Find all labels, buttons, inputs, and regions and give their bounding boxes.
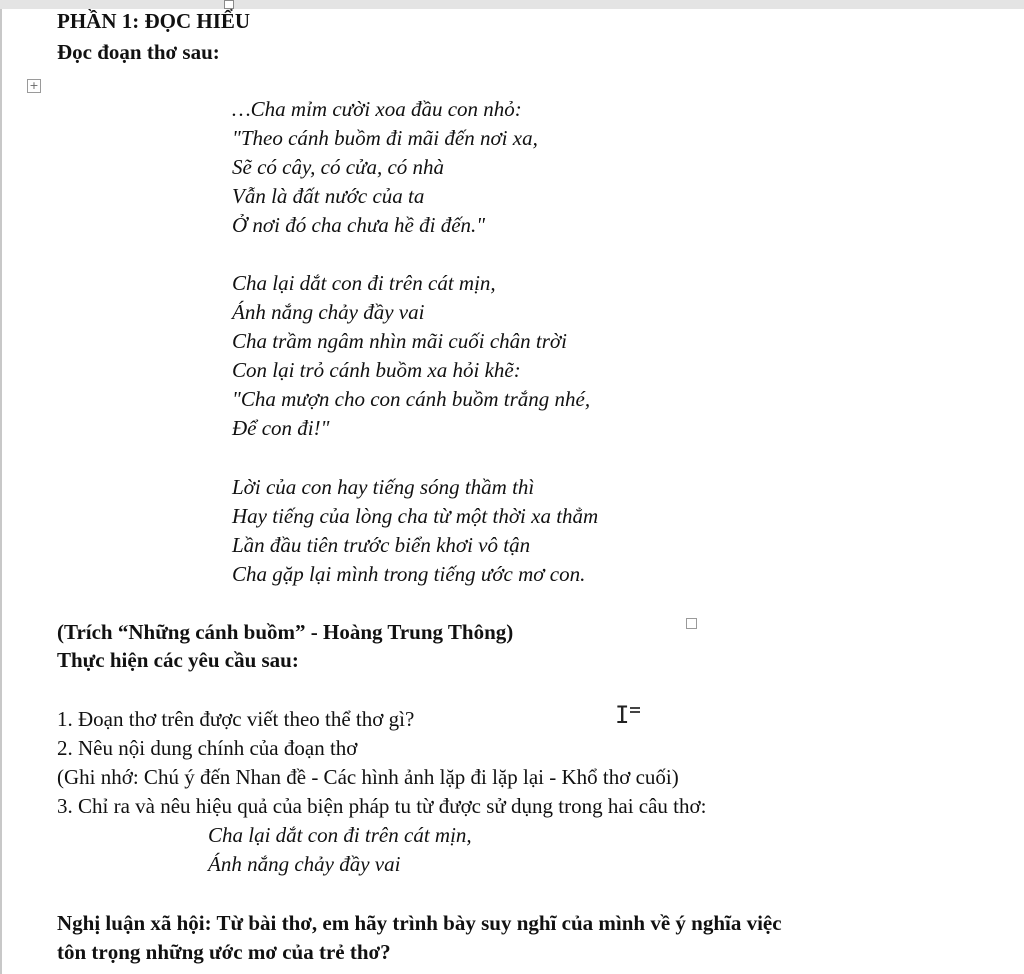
page-corner-handle[interactable] bbox=[224, 0, 234, 9]
poem-line: "Theo cánh buồm đi mãi đến nơi xa, bbox=[232, 126, 538, 150]
poem-line: …Cha mỉm cười xoa đầu con nhỏ: bbox=[232, 97, 522, 121]
poem-line: "Cha mượn cho con cánh buồm trắng nhé, bbox=[232, 387, 591, 411]
page-left-edge bbox=[0, 9, 2, 974]
table-move-handle-icon[interactable]: + bbox=[27, 79, 41, 93]
ibeam-cursor-icon: I bbox=[615, 701, 630, 729]
question-3-quote-line: Cha lại dắt con đi trên cát mịn, bbox=[208, 823, 472, 847]
window-top-band bbox=[0, 0, 1024, 9]
anchor-handle-icon[interactable] bbox=[686, 618, 697, 629]
poem-line: Ánh nắng chảy đầy vai bbox=[232, 300, 425, 324]
poem-line: Để con đi!" bbox=[232, 416, 330, 440]
poem-line: Lần đầu tiên trước biển khơi vô tận bbox=[232, 533, 531, 557]
tasks-heading: Thực hiện các yêu cầu sau: bbox=[57, 648, 299, 672]
poem-line: Cha lại dắt con đi trên cát mịn, bbox=[232, 271, 496, 295]
cursor-lines-icon bbox=[630, 707, 640, 715]
citation: (Trích “Những cánh buồm” - Hoàng Trung Thông) bbox=[57, 620, 514, 644]
poem-line: Vẫn là đất nước của ta bbox=[232, 184, 425, 208]
question-2: 2. Nêu nội dung chính của đoạn thơ bbox=[57, 736, 358, 760]
question-3-quote-line: Ánh nắng chảy đầy vai bbox=[208, 852, 401, 876]
poem-line: Cha gặp lại mình trong tiếng ước mơ con. bbox=[232, 562, 586, 586]
poem-line: Cha trầm ngâm nhìn mãi cuối chân trời bbox=[232, 329, 567, 353]
poem-line: Con lại trỏ cánh buồm xa hỏi khẽ: bbox=[232, 358, 521, 382]
section-heading: PHẦN 1: ĐỌC HIỂU bbox=[57, 9, 251, 33]
question-3: 3. Chỉ ra và nêu hiệu quả của biện pháp tu từ được sử dụng trong hai câu thơ: bbox=[57, 794, 707, 818]
essay-prompt-line-1: Nghị luận xã hội: Từ bài thơ, em hãy trình bày suy nghĩ của mình về ý nghĩa việc bbox=[57, 911, 782, 935]
question-1: 1. Đoạn thơ trên được viết theo thể thơ gì? bbox=[57, 707, 415, 731]
poem-line: Hay tiếng của lòng cha từ một thời xa thẳm bbox=[232, 504, 599, 528]
poem-line: Sẽ có cây, có cửa, có nhà bbox=[232, 155, 445, 179]
poem-line: Ở nơi đó cha chưa hề đi đến." bbox=[232, 213, 486, 237]
question-2-note: (Ghi nhớ: Chú ý đến Nhan đề - Các hình ảnh lặp đi lặp lại - Khổ thơ cuối) bbox=[57, 765, 679, 789]
instruction: Đọc đoạn thơ sau: bbox=[57, 40, 220, 64]
essay-prompt-line-2: tôn trọng những ước mơ của trẻ thơ? bbox=[57, 940, 391, 964]
poem-line: Lời của con hay tiếng sóng thầm thì bbox=[232, 475, 535, 499]
